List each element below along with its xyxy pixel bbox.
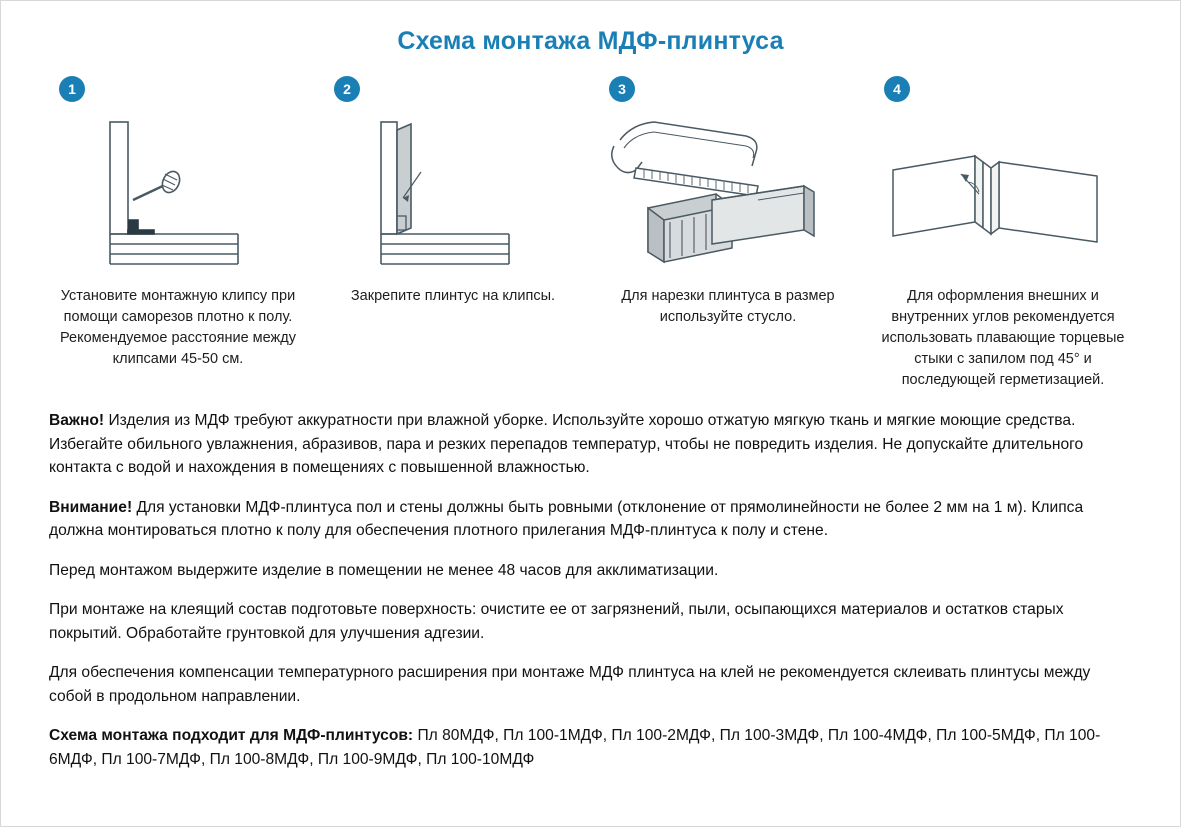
note-paragraph xyxy=(49,598,1132,645)
step-1-caption: Установите монтажную клипсу при помощи саморезов плотно к полу. Рекомендуемое расстояние между клипсами 45-50 см. xyxy=(60,288,296,368)
note-lead: Внимание! xyxy=(49,498,133,516)
step-3-illustration xyxy=(599,108,857,276)
step-3-caption: Для нарезки плинтуса в размер используйте стусло. xyxy=(621,288,835,326)
note-body: Перед монтажом выдержите изделие в помещении не менее 48 часов для акклиматизации. xyxy=(49,561,719,579)
step-2-caption: Закрепите плинтус на клипсы. xyxy=(350,288,556,304)
note-body: Изделия из МДФ требуют аккуратности при влажной уборке. Используйте хорошо отжатую мягкую ткань и мягкие моющие средства. Избегайте обильного увлажнения, абразивов, пара и резких перепадов температур, чтобы не повредить изделия. Не допускайте длительного контакта с водой и нахождения в помещениях с повышенной влажностью. xyxy=(49,412,1084,477)
corner-45-joint-icon xyxy=(883,112,1123,272)
step-number-badge: 1 xyxy=(59,76,85,102)
note-body: Пл 80МДФ, Пл 100-1МДФ, Пл 100-2МДФ, Пл 100-3МДФ, Пл 100-4МДФ, Пл 100-5МДФ, Пл 100-6МДФ, Пл 100-7МДФ, Пл 100-8МДФ, Пл 100-9МДФ, Пл 100-10МДФ xyxy=(49,726,1101,768)
compatible-products xyxy=(49,724,1132,771)
note-lead: Важно! xyxy=(49,412,105,430)
step-3 xyxy=(599,76,857,328)
steps-row xyxy=(1,56,1180,391)
step-4 xyxy=(874,76,1132,391)
note-lead: Схема монтажа подходит для МДФ-плинтусов: xyxy=(49,726,414,744)
step-1-illustration xyxy=(49,108,307,276)
notes-section xyxy=(1,409,1180,771)
note-paragraph xyxy=(49,496,1132,543)
step-2 xyxy=(324,76,582,307)
step-number-badge: 2 xyxy=(334,76,360,102)
note-body: Для обеспечения компенсации температурного расширения при монтаже МДФ плинтуса на клей не рекомендуется склеивать плинтусы между собой в продольном направлении. xyxy=(49,663,1091,705)
step-4-caption: Для оформления внешних и внутренних углов рекомендуется использовать плавающие торцевые стыки с запилом под 45° и последующей герметизацией. xyxy=(881,288,1125,389)
step-1-badge-row xyxy=(49,76,307,102)
step-4-badge-row xyxy=(874,76,1132,102)
step-4-illustration xyxy=(874,108,1132,276)
note-body: При монтаже на клеящий состав подготовьте поверхность: очистите ее от загрязнений, пыли, осыпающихся материалов и остатков старых покрытий. Обработайте грунтовкой для улучшения адгезии. xyxy=(49,600,1064,642)
step-2-badge-row xyxy=(324,76,582,102)
note-paragraph xyxy=(49,409,1132,480)
wall-floor-clip-screw-icon xyxy=(58,112,298,272)
step-number-badge: 3 xyxy=(609,76,635,102)
note-body: Для установки МДФ-плинтуса пол и стены должны быть ровными (отклонение от прямолинейности не более 2 мм на 1 м). Клипса должна монтироваться плотно к полу для обеспечения плотного прилегания МДФ-плинтуса к полу и стене. xyxy=(49,498,1084,540)
step-3-badge-row xyxy=(599,76,857,102)
step-1 xyxy=(49,76,307,370)
miter-box-saw-icon xyxy=(608,112,848,272)
step-2-illustration xyxy=(324,108,582,276)
note-paragraph xyxy=(49,559,1132,583)
note-paragraph xyxy=(49,661,1132,708)
step-number-badge: 4 xyxy=(884,76,910,102)
skirting-on-clips-icon xyxy=(333,112,573,272)
page-title: Схема монтажа МДФ-плинтуса xyxy=(397,27,784,55)
